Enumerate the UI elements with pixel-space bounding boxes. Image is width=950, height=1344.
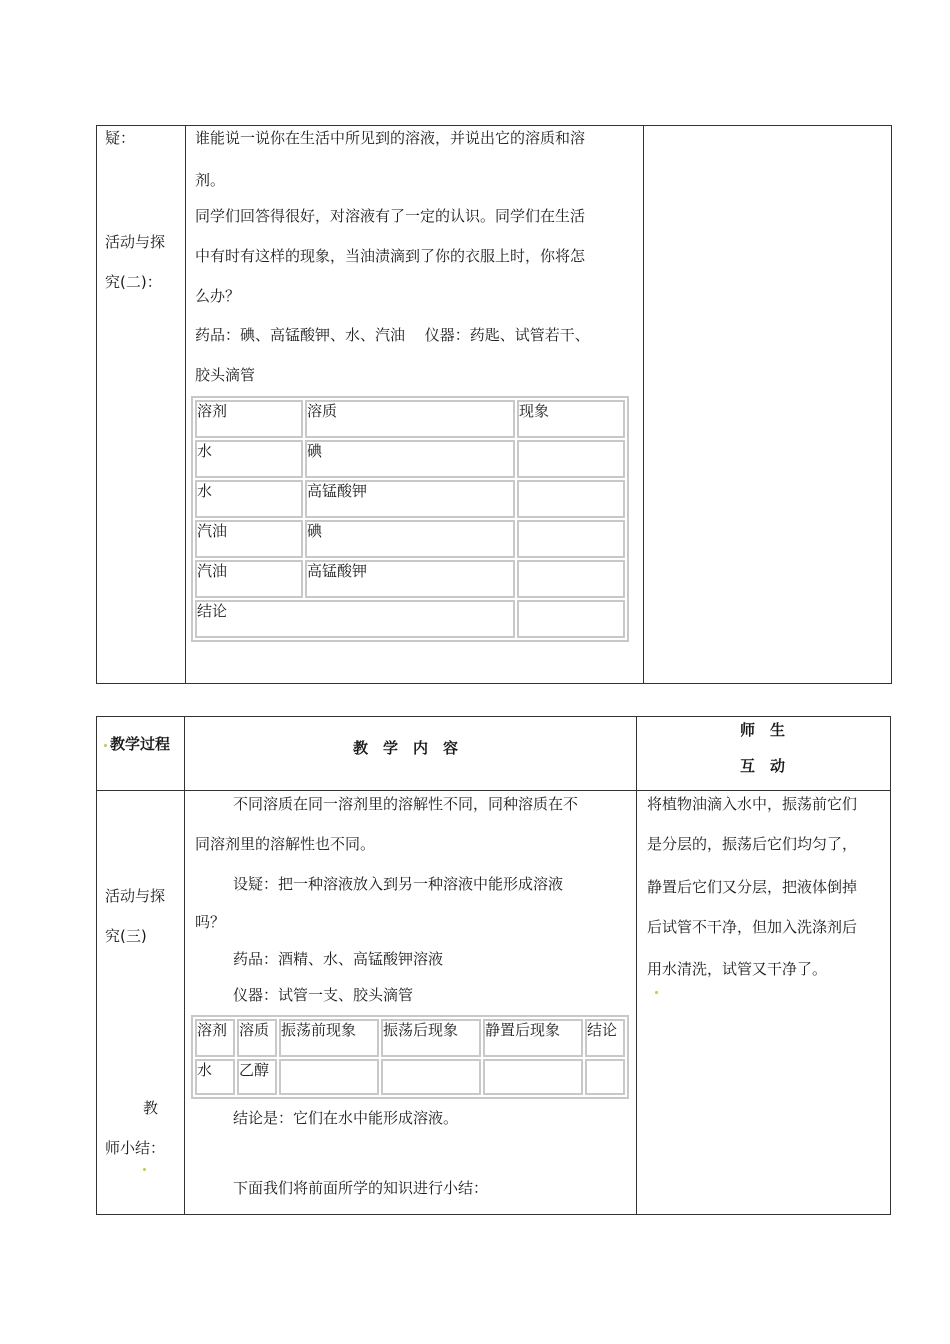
column-divider	[185, 125, 186, 683]
table-row	[195, 1059, 625, 1095]
table-cell: 水	[195, 1059, 235, 1095]
left-label: 教	[143, 1099, 159, 1117]
interaction-line: 是分层的，振荡后它们均匀了，	[647, 835, 858, 853]
interaction-line: 用水清洗，试管又干净了。	[647, 960, 828, 978]
table-row	[195, 480, 625, 518]
content-line: 结论是：它们在水中能形成溶液。	[233, 1109, 459, 1127]
content-line: 药品：碘、高锰酸钾、水、汽油 仪器：药匙、试管若干、	[195, 326, 590, 344]
left-label: 活动与探	[105, 233, 166, 251]
table-cell	[517, 600, 625, 638]
table-row	[195, 600, 625, 638]
content-line: 设疑：把一种溶液放入到另一种溶液中能形成溶液	[233, 875, 564, 893]
content-line: 谁能说一说你在生活中所见到的溶液，并说出它的溶质和溶	[195, 129, 586, 147]
table-cell	[517, 520, 625, 558]
interaction-line: 静置后它们又分层，把液体倒掉	[647, 878, 858, 896]
table-cell: 水	[195, 440, 303, 478]
table-cell	[483, 1059, 583, 1095]
table-row	[195, 440, 625, 478]
experiment-table-1	[191, 396, 629, 642]
left-label: 究(二)：	[105, 273, 162, 291]
table-cell	[585, 1059, 625, 1095]
table-cell	[381, 1059, 481, 1095]
table-cell: 水	[195, 480, 303, 518]
table-cell	[517, 560, 625, 598]
content-line: 胶头滴管	[195, 366, 256, 384]
table-header-cell: 静置后现象	[483, 1019, 583, 1057]
table-cell: 碘	[305, 520, 515, 558]
header-teaching-process: 教学过程	[110, 735, 171, 753]
conclusion-label: 结论	[195, 600, 515, 638]
table-cell: 高锰酸钾	[305, 480, 515, 518]
table-cell	[517, 440, 625, 478]
content-line: 中有时有这样的现象，当油渍滴到了你的衣服上时，你将怎	[195, 247, 586, 265]
content-line: 不同溶质在同一溶剂里的溶解性不同，同种溶质在不	[233, 795, 579, 813]
interaction-line: 将植物油滴入水中，振荡前它们	[647, 795, 858, 813]
decorative-dot	[655, 991, 658, 994]
table-header-cell: 结论	[585, 1019, 625, 1057]
table-cell	[279, 1059, 379, 1095]
table-cell: 高锰酸钾	[305, 560, 515, 598]
table-cell: 乙醇	[237, 1059, 277, 1095]
table-header-cell: 振荡后现象	[381, 1019, 481, 1057]
table-header-cell: 溶质	[237, 1019, 277, 1057]
left-label: 疑：	[105, 129, 136, 147]
table-cell	[517, 480, 625, 518]
content-line: 剂。	[195, 171, 226, 189]
content-line: 吗？	[195, 913, 226, 931]
table-cell: 汽油	[195, 520, 303, 558]
table-header-cell: 现象	[517, 400, 625, 438]
left-label: 究(三)	[105, 927, 147, 945]
table-row	[195, 520, 625, 558]
left-label: 师小结：	[105, 1139, 166, 1157]
column-divider	[643, 125, 644, 683]
header-interaction-line2: 互 动	[740, 757, 786, 775]
content-line: 药品：酒精、水、高锰酸钾溶液	[233, 950, 444, 968]
content-line: 同溶剂里的溶解性也不同。	[195, 835, 376, 853]
table-cell: 碘	[305, 440, 515, 478]
content-line: 同学们回答得很好，对溶液有了一定的认识。同学们在生活	[195, 207, 586, 225]
content-line: 仪器：试管一支、胶头滴管	[233, 986, 414, 1004]
table-row	[195, 560, 625, 598]
table-cell: 汽油	[195, 560, 303, 598]
content-line: 下面我们将前面所学的知识进行小结：	[233, 1179, 489, 1197]
table-header-cell: 振荡前现象	[279, 1019, 379, 1057]
header-interaction-line1: 师 生	[740, 721, 786, 739]
table-header-cell: 溶质	[305, 400, 515, 438]
header-teaching-content: 教 学 内 容	[353, 739, 459, 757]
table-header-cell: 溶剂	[195, 1019, 235, 1057]
interaction-line: 后试管不干净，但加入洗涤剂后	[647, 918, 858, 936]
decorative-dot	[143, 1168, 146, 1171]
decorative-dot	[104, 744, 107, 747]
header-divider	[96, 790, 890, 791]
content-line: 么办？	[195, 287, 241, 305]
left-label: 活动与探	[105, 887, 166, 905]
table-header-cell: 溶剂	[195, 400, 303, 438]
experiment-table-2	[191, 1015, 629, 1099]
